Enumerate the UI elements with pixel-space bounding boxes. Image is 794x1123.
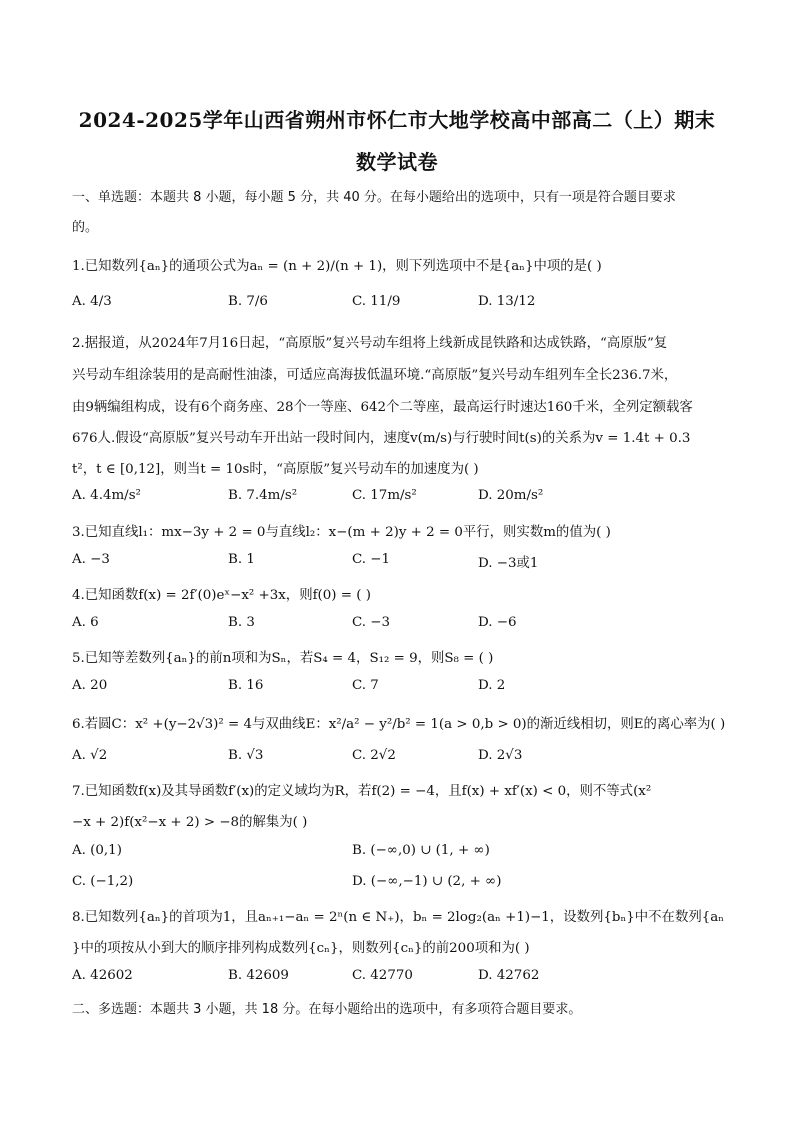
question-1-option-a: A. 4/3 (72, 294, 112, 309)
question-7-option-d: D. (−∞,−1) ∪ (2, + ∞) (352, 874, 502, 889)
question-1-option-c: C. 11/9 (352, 294, 401, 309)
question-3-option-c: C. −1 (352, 552, 391, 567)
question-2-stem-line2: 兴号动车组涂装用的是高耐性油漆，可适应高海拔低温环境.“高原版”复兴号动车组列车全长236.7米， (72, 368, 678, 383)
question-5-option-c: C. 7 (352, 678, 379, 693)
question-2-option-c: C. 17m/s² (352, 488, 417, 503)
question-2-stem-line5: t²，t ∈ [0,12]，则当t = 10s时，“高原版”复兴号动车的加速度为( ) (72, 462, 479, 477)
question-3-stem: 3.已知直线l₁：mx−3y + 2 = 0与直线l₂：x−(m + 2)y + 2 = 0平行，则实数m的值为( ) (72, 525, 611, 540)
question-1-stem: 1.已知数列{aₙ}的通项公式为aₙ = (n + 2)/(n + 1)，则下列选项中不是{aₙ}中项的是( ) (72, 259, 602, 274)
question-7-option-a: A. (0,1) (72, 843, 122, 858)
exam-title-line1: 2024-2025学年山西省朔州市怀仁市大地学校高中部高二（上）期末 (78, 108, 716, 132)
question-8-stem-line2: }中的项按从小到大的顺序排列构成数列{cₙ}，则数列{cₙ}的前200项和为( ) (72, 941, 530, 956)
question-5-option-a: A. 20 (72, 678, 108, 693)
question-4-option-c: C. −3 (352, 615, 391, 630)
question-2-stem-line4: 676人.假设“高原版”复兴号动车开出站一段时间内，速度v(m/s)与行驶时间t(s)的关系为v = 1.4t + 0.3 (72, 431, 691, 446)
question-3-option-b: B. 1 (228, 552, 255, 567)
question-8-option-c: C. 42770 (352, 968, 413, 983)
question-3-option-a: A. −3 (72, 552, 110, 567)
question-1-option-b: B. 7/6 (228, 294, 268, 309)
question-5-option-d: D. 2 (478, 678, 506, 693)
question-4-option-b: B. 3 (228, 615, 255, 630)
question-5-option-b: B. 16 (228, 678, 264, 693)
question-6-option-b: B. √3 (228, 748, 264, 763)
exam-title-line2: 数学试卷 (356, 150, 438, 174)
question-7-option-c: C. (−1,2) (72, 874, 134, 889)
question-2-stem-line1: 2.据报道，从2024年7月16日起，“高原版”复兴号动车组将上线新成昆铁路和达成铁路，“高原版”复 (72, 336, 668, 351)
question-2-option-a: A. 4.4m/s² (72, 488, 141, 503)
question-6-stem: 6.若圆C：x² +(y−2√3)² = 4与双曲线E：x²/a² − y²/b² = 1(a > 0,b > 0)的渐近线相切，则E的离心率为( ) (72, 717, 726, 732)
question-2-option-d: D. 20m/s² (478, 488, 544, 503)
section2-heading: 二、多选题：本题共 3 小题，共 18 分。在每小题给出的选项中，有多项符合题目要求。 (72, 1002, 582, 1017)
question-7-option-b: B. (−∞,0) ∪ (1, + ∞) (352, 843, 490, 858)
question-8-option-a: A. 42602 (72, 968, 133, 983)
question-4-option-a: A. 6 (72, 615, 99, 630)
section1-heading-cont: 的。 (72, 220, 99, 235)
question-6-option-a: A. √2 (72, 748, 108, 763)
question-8-stem-line1: 8.已知数列{aₙ}的首项为1，且aₙ₊₁−aₙ = 2ⁿ(n ∈ N₊)，bₙ = 2log₂(aₙ +1)−1，设数列{bₙ}中不在数列{aₙ (72, 910, 725, 925)
question-7-stem-line2: −x + 2)f(x²−x + 2) > −8的解集为( ) (72, 815, 308, 830)
question-8-option-d: D. 42762 (478, 968, 540, 983)
question-4-option-d: D. −6 (478, 615, 517, 630)
question-2-stem-line3: 由9辆编组构成，设有6个商务座、28个一等座、642个二等座，最高运行时速达160千米，全列定额载客 (72, 400, 693, 415)
question-6-option-d: D. 2√3 (478, 748, 523, 763)
section1-heading: 一、单选题：本题共 8 小题，每小题 5 分，共 40 分。在每小题给出的选项中，只有一项是符合题目要求 (72, 190, 676, 205)
question-6-option-c: C. 2√2 (352, 748, 396, 763)
question-2-option-b: B. 7.4m/s² (228, 488, 298, 503)
question-8-option-b: B. 42609 (228, 968, 289, 983)
question-4-stem: 4.已知函数f(x) = 2f′(0)eˣ−x² +3x，则f(0) = ( ) (72, 588, 371, 603)
question-5-stem: 5.已知等差数列{aₙ}的前n项和为Sₙ，若S₄ = 4，S₁₂ = 9，则S₈ = ( ) (72, 651, 494, 666)
question-7-stem-line1: 7.已知函数f(x)及其导函数f′(x)的定义域均为R，若f(2) = −4，且f(x) + xf′(x) < 0，则不等式(x² (72, 784, 652, 799)
question-1-option-d: D. 13/12 (478, 294, 536, 309)
question-3-option-d: D. −3或1 (478, 556, 539, 571)
